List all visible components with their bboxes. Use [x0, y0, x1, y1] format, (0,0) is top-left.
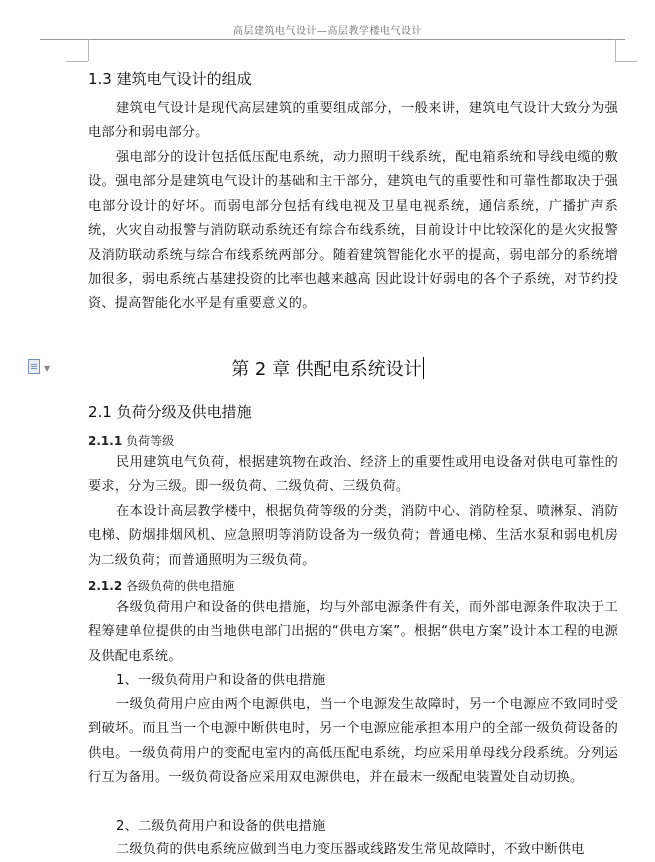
paragraph: 二级负荷的供电系统应做到当电力变压器或线路发生常见故障时，不致中断供电 [116, 842, 585, 857]
subsection-title: 各级负荷的供电措施 [126, 579, 235, 593]
text-cursor [423, 357, 424, 379]
page-header-title: 高层建筑电气设计—高层教学楼电气设计 [233, 26, 422, 37]
page-header-rule [40, 39, 625, 40]
subsection-heading-2-1-2 [88, 577, 234, 594]
paragraph: 一级负荷用户应由两个电源供电，当一个电源发生故障时，另一个电源应不致同时受到破坏。而且当一个电源中断供电时，另一个电源应能承担本用户的全部一级负荷设备的供电。一级负荷用户的变配电室内的高低压配电系统，均应采用单母线分段系统。分列运行互为备用。一级负荷设备应采用双电源供电，并在最末一级配电装置处自动切换。 [88, 697, 618, 786]
subsection-number: 2.1.2 [88, 579, 123, 593]
subsection-title: 负荷等级 [126, 434, 175, 448]
margin-corner-mark [615, 39, 616, 61]
chapter-title: 第 2 章 供配电系统设计 [231, 359, 422, 380]
margin-corner-mark [66, 61, 88, 62]
section-heading-1-3: 1.3 建筑电气设计的组成 [88, 70, 252, 88]
margin-corner-mark [88, 39, 89, 61]
margin-corner-mark [615, 61, 637, 62]
paragraph: 建筑电气设计是现代高层建筑的重要组成部分，一般来讲，建筑电气设计大致分为强电部分和弱电部分。 [88, 101, 618, 141]
paragraph: 民用建筑电气负荷，根据建筑物在政治、经济上的重要性或用电设备对供电可靠性的要求，分为三级。即一级负荷、二级负荷、三级负荷。 [88, 455, 618, 495]
list-heading: 1、一级负荷用户和设备的供电措施 [116, 673, 326, 688]
subsection-number: 2.1.1 [88, 434, 123, 448]
list-heading: 2、二级负荷用户和设备的供电措施 [116, 819, 326, 834]
section-heading-2-1: 2.1 负荷分级及供电措施 [88, 403, 252, 421]
subsection-heading-2-1-1 [88, 432, 174, 449]
paragraph: 强电部分的设计包括低压配电系统，动力照明干线系统，配电箱系统和导线电缆的敷设。强电部分是建筑电气设计的基础和主干部分，建筑电气的重要性和可靠性都取决于强电部分设计的好坏。而弱电部分包括有线电视及卫星电视系统，通信系统，广播扩声系统，火灾自动报警与消防联动系统还有综合布线系统，目前设计中比较深化的是火灾报警及消防联动系统与综合布线系统两部分。随着建筑智能化水平的提高，弱电部分的系统增加很多，弱电系统占基建投资的比率也越来越高 因此设计好弱电的各个子系统，对节约投资、提高智能化水平是有重要意义的。 [88, 150, 618, 312]
paragraph: 在本设计高层教学楼中，根据负荷等级的分类，消防中心、消防栓泵、喷淋泵、消防电梯、防烟排烟风机、应急照明等消防设备为一级负荷；普通电梯、生活水泵和弱电机房为二级负荷；而普通照明为三级负荷。 [88, 504, 618, 568]
chevron-down-icon[interactable]: ▼ [44, 364, 51, 373]
paragraph: 各级负荷用户和设备的供电措施，均与外部电源条件有关，而外部电源条件取决于工程筹建单位提供的由当地供电部门出据的“供电方案”。根据“供电方案”设计本工程的电源及供配电系统。 [88, 600, 618, 664]
